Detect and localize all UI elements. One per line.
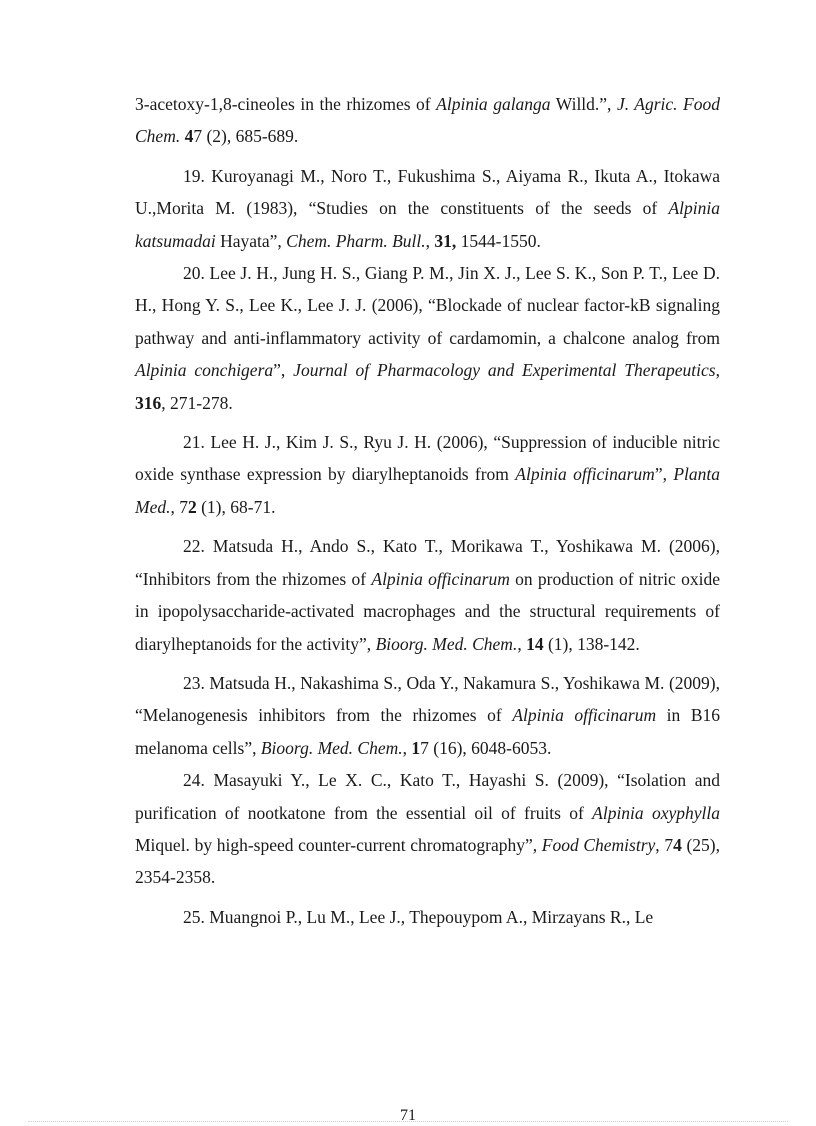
reference-text-run: 20. Lee J. H., Jung H. S., Giang P. M., Jin X. J., Lee S. K., Son P. T., Lee D. H., Hong Y. S., Lee K., Lee J. J. (2006), “Blockade of nuclear factor-kB signaling pathway and anti-inflammatory activity of cardamomin, a chalcone analog from — [135, 263, 720, 348]
reference-text-run: 4 — [673, 834, 682, 855]
reference-text-run: Journal of Pharmacology and Experimental Therapeutics — [293, 360, 716, 381]
reference-text-run: 22. Matsuda H., Ando S., Kato T., Morikawa T., Yoshikawa M. (2006), “Inhibitors from the rhizomes of — [135, 536, 720, 589]
reference-text-run: , — [715, 360, 720, 381]
reference-text-run: Alpinia officinarum — [371, 568, 510, 589]
reference-text-run: 4 — [184, 126, 194, 147]
reference-25 — [135, 901, 720, 933]
reference-text-run: Alpinia katsumadai — [135, 198, 720, 251]
reference-text-run: Alpinia officinarum — [515, 464, 655, 485]
reference-text-run: 25. Muangnoi P., Lu M., Lee J., Thepouypom A., Mirzayans R., Le — [183, 906, 654, 927]
reference-text-run: 7 (2), 685-689. — [193, 126, 299, 147]
reference-text-run: on production of nitric oxide in ipopolysaccharide-activated macrophages and the structural requirements of diarylheptanoids for the activity”, — [135, 568, 720, 654]
reference-text-run: 1544-1550. — [456, 230, 541, 251]
reference-text-run: 7 (16), 6048-6053. — [420, 737, 552, 758]
reference-text-run: Alpinia galanga — [436, 94, 551, 114]
reference-text-run: Food Chemistry — [541, 834, 656, 855]
reference-text-run: Alpinia oxyphylla — [592, 802, 720, 823]
reference-text-run: , — [402, 737, 412, 758]
reference-text-run: 23. Matsuda H., Nakashima S., Oda Y., Nakamura S., Yoshikawa M. (2009), “Melanogenesis inhibitors from the rhizomes of — [135, 672, 720, 726]
reference-text-run: ”, — [273, 360, 294, 381]
reference-text-run: Chem. Pharm. Bull. — [286, 230, 426, 251]
reference-text-run: 14 — [526, 633, 544, 654]
reference-text-run: ”, — [654, 464, 674, 485]
reference-text-run: Miquel. by high-speed counter-current chromatography”, — [135, 834, 542, 855]
reference-text-run: , — [425, 230, 435, 251]
reference-text-run: , 7 — [655, 834, 674, 855]
reference-text-run: 316 — [135, 392, 162, 413]
reference-text-run: 2 — [187, 496, 197, 517]
reference-text-run: Willd.”, — [550, 94, 617, 114]
reference-text-run: , 7 — [170, 496, 188, 517]
reference-text-run: in B16 melanoma cells”, — [135, 705, 720, 758]
reference-list — [135, 88, 720, 933]
reference-text-run: 19. Kuroyanagi M., Noro T., Fukushima S., Aiyama R., Ikuta A., Itokawa U.,Morita M. (1983), “Studies on the constituents of the seeds of — [135, 165, 720, 219]
reference-21 — [135, 426, 720, 523]
reference-text-run: 24. Masayuki Y., Le X. C., Kato T., Hayashi S. (2009), “Isolation and purification of nootkatone from the essential oil of fruits of — [135, 770, 720, 823]
reference-text-run: 1 — [411, 737, 421, 758]
reference-text-run: Alpinia officinarum — [512, 705, 657, 726]
reference-text-run: 3-acetoxy-1,8-cineoles in the rhizomes of — [135, 94, 437, 114]
reference-text-run: Hayata”, — [215, 230, 287, 251]
reference-19 — [135, 160, 720, 257]
reference-text-run: , — [517, 633, 527, 654]
page-number: 71 — [400, 1107, 416, 1124]
reference-text-run: (1), 138-142. — [543, 633, 640, 654]
reference-text-run: (1), 68-71. — [196, 496, 276, 517]
reference-23 — [135, 667, 720, 764]
reference-24 — [135, 764, 720, 894]
reference-text-run: J. Agric. Food Chem. — [135, 94, 721, 147]
reference-text-run: Bioorg. Med. Chem. — [375, 633, 518, 654]
bottom-divider — [28, 1121, 788, 1122]
reference-22 — [135, 530, 720, 660]
reference-text-run: (25), 2354-2358. — [135, 834, 721, 888]
reference-text-run: Bioorg. Med. Chem. — [260, 737, 403, 758]
reference-text-run: Alpinia conchigera — [135, 360, 274, 381]
reference-text-run: Planta Med. — [135, 464, 720, 517]
reference-text-run: 31, — [434, 230, 457, 251]
reference-text-run: 21. Lee H. J., Kim J. S., Ryu J. H. (2006), “Suppression of inducible nitric oxide synthase expression by diarylheptanoids from — [135, 432, 720, 485]
reference-text-run: , 271-278. — [161, 392, 233, 413]
reference-20 — [135, 257, 720, 419]
reference-18-continued — [135, 88, 720, 153]
